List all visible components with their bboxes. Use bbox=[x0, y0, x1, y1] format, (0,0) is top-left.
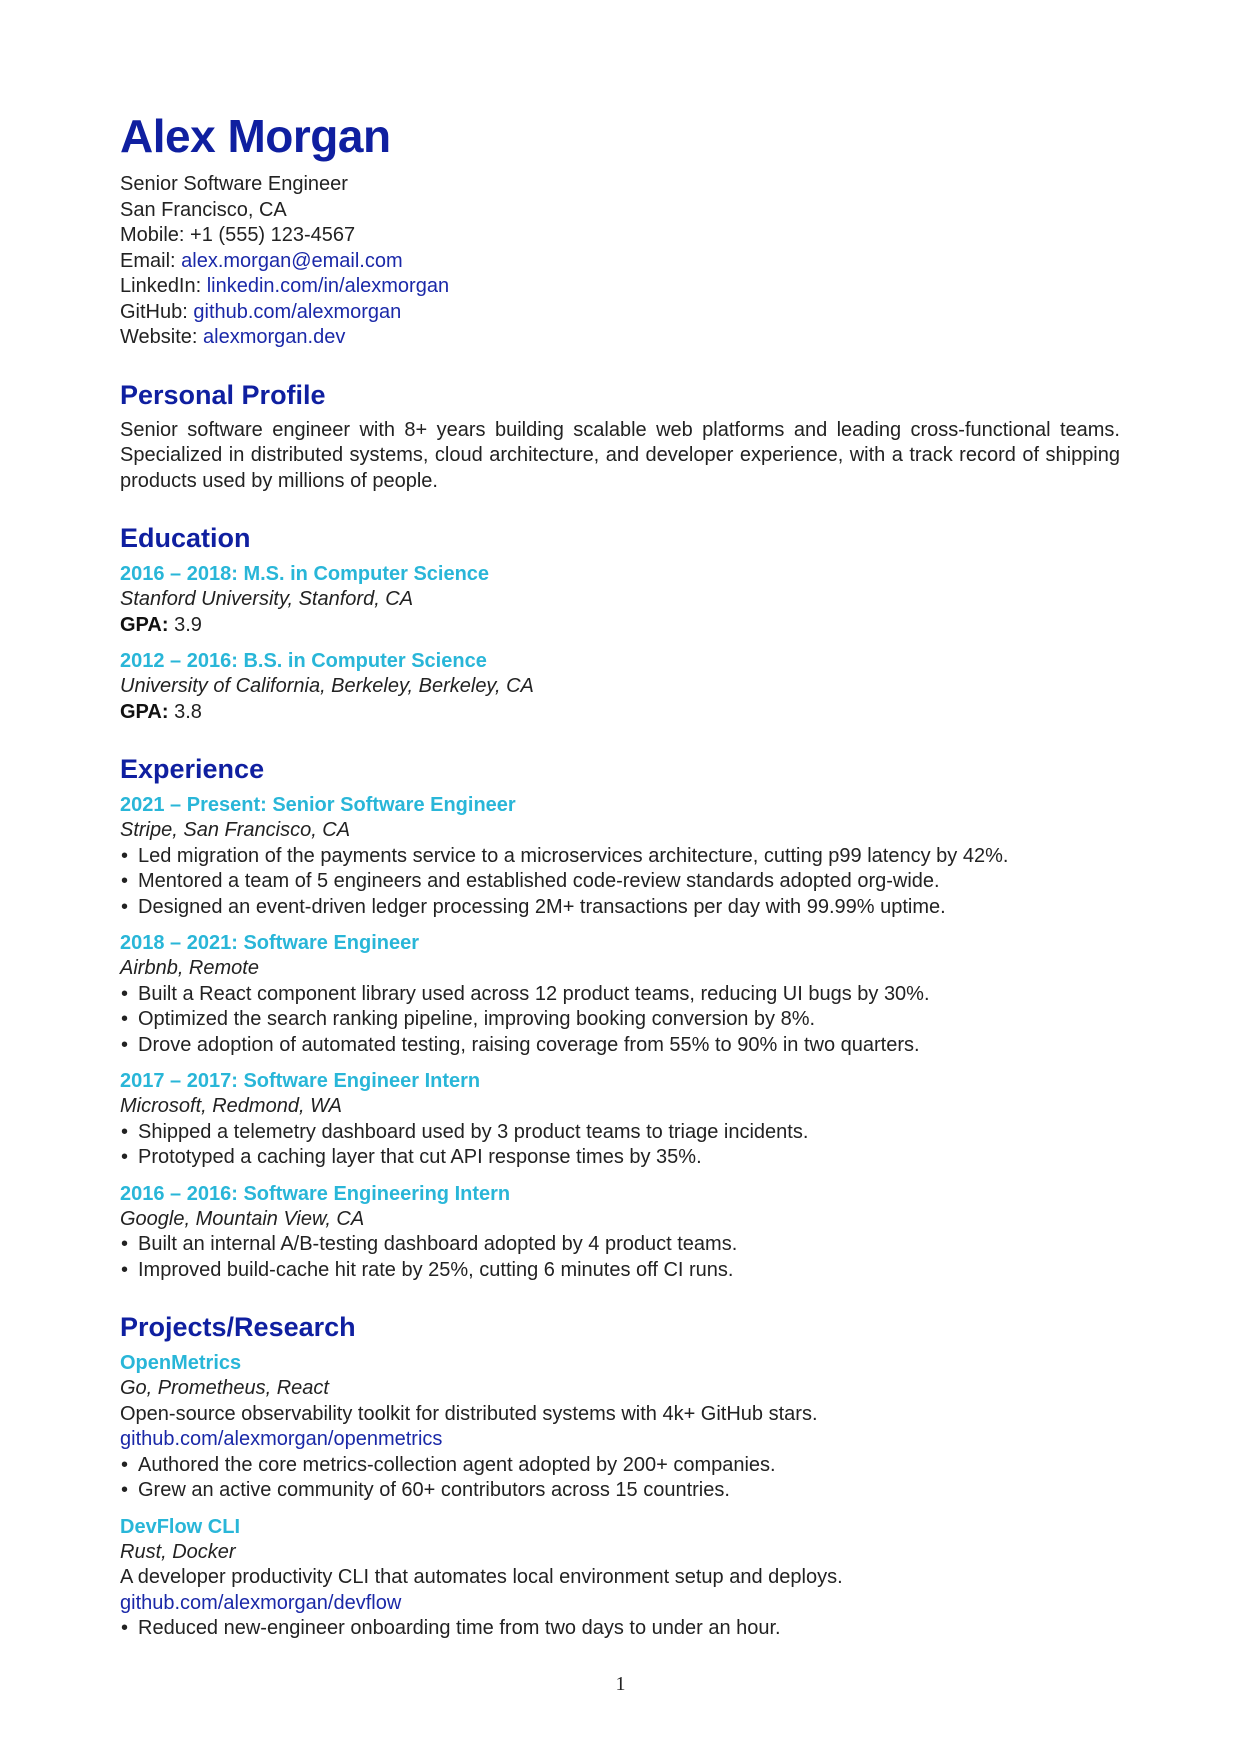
gpa-label: GPA: bbox=[120, 613, 169, 636]
education-section bbox=[120, 521, 1120, 725]
project-achievement-list bbox=[120, 1616, 1120, 1642]
list-item bbox=[120, 869, 1120, 895]
experience-entry bbox=[120, 792, 1120, 920]
profile-summary: Senior software engineer with 8+ years building scalable web platforms and leading cross-functional teams. Specialized in distributed systems, cloud architecture, and developer experience, with a track record of shipping products used by millions of people. bbox=[120, 418, 1120, 492]
linkedin-line bbox=[120, 274, 1120, 300]
resume-page bbox=[120, 108, 1120, 1652]
list-item-text: Mentored a team of 5 engineers and established code-review standards adopted org-wide. bbox=[138, 870, 940, 892]
project-description: A developer productivity CLI that automates local environment setup and deploys. bbox=[120, 1566, 843, 1588]
experience-entry bbox=[120, 1068, 1120, 1171]
list-item-text: Optimized the search ranking pipeline, improving booking conversion by 8%. bbox=[138, 1008, 816, 1030]
list-item bbox=[120, 1258, 1120, 1284]
company: Stripe, San Francisco, CA bbox=[120, 819, 351, 841]
project-entry bbox=[120, 1514, 1120, 1642]
list-item-text: Built an internal A/B-testing dashboard adopted by 4 product teams. bbox=[138, 1233, 738, 1255]
job-title-period: 2017 – 2017: Software Engineer Intern bbox=[120, 1070, 481, 1092]
gpa-value: 3.9 bbox=[174, 613, 202, 636]
linkedin-label: LinkedIn: bbox=[120, 275, 202, 297]
list-item-text: Shipped a telemetry dashboard used by 3 product teams to triage incidents. bbox=[138, 1120, 809, 1143]
github-link[interactable]: github.com/alexmorgan bbox=[193, 300, 402, 323]
list-item bbox=[120, 1616, 1120, 1642]
resume-header bbox=[120, 108, 1120, 351]
list-item bbox=[120, 1007, 1120, 1033]
experience-section bbox=[120, 752, 1120, 1283]
job-title: Senior Software Engineer bbox=[120, 173, 348, 195]
list-item bbox=[120, 1120, 1120, 1146]
experience-entry bbox=[120, 1181, 1120, 1284]
project-entry bbox=[120, 1350, 1120, 1504]
list-item bbox=[120, 982, 1120, 1008]
project-stack: Go, Prometheus, React bbox=[120, 1377, 329, 1399]
github-line bbox=[120, 300, 1120, 326]
job-title-period: 2016 – 2016: Software Engineering Intern bbox=[120, 1182, 511, 1205]
mobile-number: +1 (555) 123-4567 bbox=[190, 224, 356, 246]
gpa-line bbox=[120, 613, 1120, 639]
list-item-text: Reduced new-engineer onboarding time from two days to under an hour. bbox=[138, 1617, 781, 1639]
bullet-icon: • bbox=[121, 1453, 129, 1476]
linkedin-link[interactable]: linkedin.com/in/alexmorgan bbox=[206, 275, 450, 297]
bullet-icon: • bbox=[121, 895, 129, 918]
list-item bbox=[120, 844, 1120, 870]
bullet-icon: • bbox=[121, 1479, 129, 1501]
company: Airbnb, Remote bbox=[120, 957, 259, 979]
projects-heading: Projects/Research bbox=[120, 1312, 356, 1342]
list-item bbox=[120, 1232, 1120, 1258]
website-link[interactable]: alexmorgan.dev bbox=[203, 326, 346, 348]
list-item bbox=[120, 1033, 1120, 1059]
list-item-text: Prototyped a caching layer that cut API response times by 35%. bbox=[138, 1146, 702, 1168]
institution: University of California, Berkeley, Berkeley, CA bbox=[120, 675, 534, 697]
degree-title: 2016 – 2018: M.S. in Computer Science bbox=[120, 563, 490, 585]
project-stack: Rust, Docker bbox=[120, 1540, 236, 1563]
bullet-icon: • bbox=[121, 1258, 129, 1281]
list-item-text: Authored the core metrics-collection agent adopted by 200+ companies. bbox=[138, 1453, 776, 1476]
education-entry bbox=[120, 561, 1120, 638]
project-link[interactable]: github.com/alexmorgan/openmetrics bbox=[120, 1428, 443, 1450]
achievement-list bbox=[120, 1120, 1120, 1171]
education-heading: Education bbox=[120, 523, 251, 553]
achievement-list bbox=[120, 1232, 1120, 1283]
website-label: Website: bbox=[120, 326, 198, 348]
bullet-icon: • bbox=[121, 1617, 129, 1639]
bullet-icon: • bbox=[121, 1233, 129, 1255]
education-entry bbox=[120, 648, 1120, 725]
profile-section bbox=[120, 378, 1120, 495]
gpa-value: 3.8 bbox=[174, 700, 202, 723]
experience-heading: Experience bbox=[120, 754, 265, 784]
location: San Francisco, CA bbox=[120, 198, 287, 221]
list-item-text: Built a React component library used across 12 product teams, reducing UI bugs by 30%. bbox=[138, 982, 930, 1005]
mobile-line bbox=[120, 223, 1120, 249]
gpa-line bbox=[120, 700, 1120, 726]
bullet-icon: • bbox=[121, 844, 129, 867]
profile-heading: Personal Profile bbox=[120, 379, 326, 410]
email-label: Email: bbox=[120, 249, 176, 272]
list-item-text: Led migration of the payments service to a microservices architecture, cutting p99 latency by 42%. bbox=[138, 844, 1009, 867]
list-item bbox=[120, 1478, 1120, 1504]
mobile-label: Mobile: bbox=[120, 224, 185, 246]
experience-entry bbox=[120, 930, 1120, 1058]
bullet-icon: • bbox=[121, 1008, 129, 1030]
list-item bbox=[120, 895, 1120, 921]
company: Google, Mountain View, CA bbox=[120, 1207, 365, 1230]
job-title-period: 2018 – 2021: Software Engineer bbox=[120, 932, 420, 954]
project-link[interactable]: github.com/alexmorgan/devflow bbox=[120, 1591, 402, 1614]
bullet-icon: • bbox=[121, 1120, 129, 1143]
candidate-name: Alex Morgan bbox=[120, 110, 391, 162]
project-title: DevFlow CLI bbox=[120, 1515, 241, 1538]
degree-title: 2012 – 2016: B.S. in Computer Science bbox=[120, 650, 487, 672]
institution: Stanford University, Stanford, CA bbox=[120, 588, 414, 610]
company: Microsoft, Redmond, WA bbox=[120, 1095, 342, 1117]
job-title-period: 2021 – Present: Senior Software Engineer bbox=[120, 794, 516, 816]
list-item-text: Grew an active community of 60+ contributors across 15 countries. bbox=[138, 1479, 730, 1501]
bullet-icon: • bbox=[121, 1033, 129, 1056]
list-item-text: Drove adoption of automated testing, raising coverage from 55% to 90% in two quarters. bbox=[138, 1033, 920, 1056]
github-label: GitHub: bbox=[120, 300, 188, 323]
page-number: 1 bbox=[615, 1673, 626, 1695]
achievement-list bbox=[120, 844, 1120, 921]
website-line bbox=[120, 325, 1120, 351]
project-description: Open-source observability toolkit for distributed systems with 4k+ GitHub stars. bbox=[120, 1402, 818, 1425]
achievement-list bbox=[120, 982, 1120, 1059]
email-link[interactable]: alex.morgan@email.com bbox=[181, 249, 403, 272]
project-achievement-list bbox=[120, 1453, 1120, 1504]
gpa-label: GPA: bbox=[120, 700, 169, 723]
bullet-icon: • bbox=[121, 870, 129, 892]
bullet-icon: • bbox=[121, 982, 129, 1005]
projects-section bbox=[120, 1310, 1120, 1642]
list-item bbox=[120, 1453, 1120, 1479]
bullet-icon: • bbox=[121, 1146, 129, 1168]
list-item-text: Designed an event-driven ledger processing 2M+ transactions per day with 99.99% uptime. bbox=[138, 895, 946, 918]
list-item bbox=[120, 1145, 1120, 1171]
project-title: OpenMetrics bbox=[120, 1352, 242, 1374]
list-item-text: Improved build-cache hit rate by 25%, cutting 6 minutes off CI runs. bbox=[138, 1258, 734, 1281]
email-line bbox=[120, 249, 1120, 275]
